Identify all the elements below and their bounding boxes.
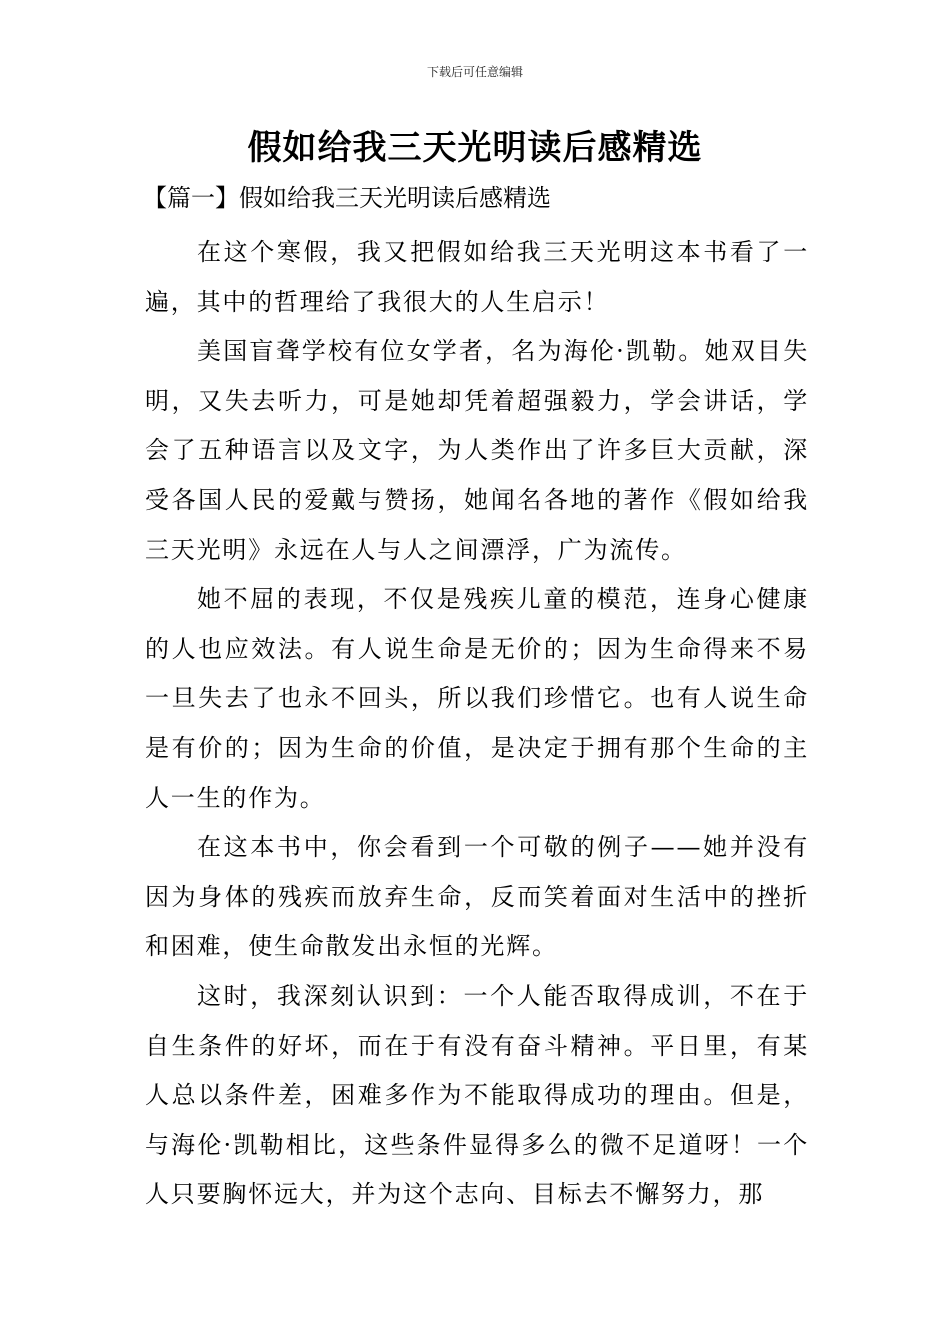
document-body [145,178,809,1220]
paragraph-3: 她不屈的表现，不仅是残疾儿童的模范，连身心健康的人也应效法。有人说生命是无价的；因为生命得来不易一旦失去了也永不回头，所以我们珍惜它。也有人说生命是有价的；因为生命的价值，是决定于拥有那个生命的主人一生的作为。 [145,585,809,812]
header-note: 下载后可任意编辑 [426,65,523,79]
paragraph-4: 在这本书中，你会看到一个可敬的例子——她并没有因为身体的残疾而放弃生命，反而笑着面对生活中的挫折和困难，使生命散发出永恒的光辉。 [145,833,809,961]
section-heading: 【篇一】假如给我三天光明读后感精选 [143,184,551,212]
paragraph-5: 这时，我深刻认识到：一个人能否取得成训，不在于自生条件的好坏，而在于有没有奋斗精神。平日里，有某人总以条件差，困难多作为不能取得成功的理由。但是，与海伦·凯勒相比，这些条件显得多么的微不足道呀！一个人只要胸怀远大，并为这个志向、目标去不懈努力，那 [145,981,809,1209]
paragraph-2: 美国盲聋学校有位女学者，名为海伦·凯勒。她双目失明，又失去听力，可是她却凭着超强毅力，学会讲话，学会了五种语言以及文字，为人类作出了许多巨大贡献，深受各国人民的爱戴与赞扬，她闻名各地的著作《假如给我三天光明》永远在人与人之间漂浮，广为流传。 [145,337,809,564]
document-title: 假如给我三天光明读后感精选 [247,128,703,168]
paragraph-1: 在这个寒假，我又把假如给我三天光明这本书看了一遍，其中的哲理给了我很大的人生启示！ [145,238,809,316]
